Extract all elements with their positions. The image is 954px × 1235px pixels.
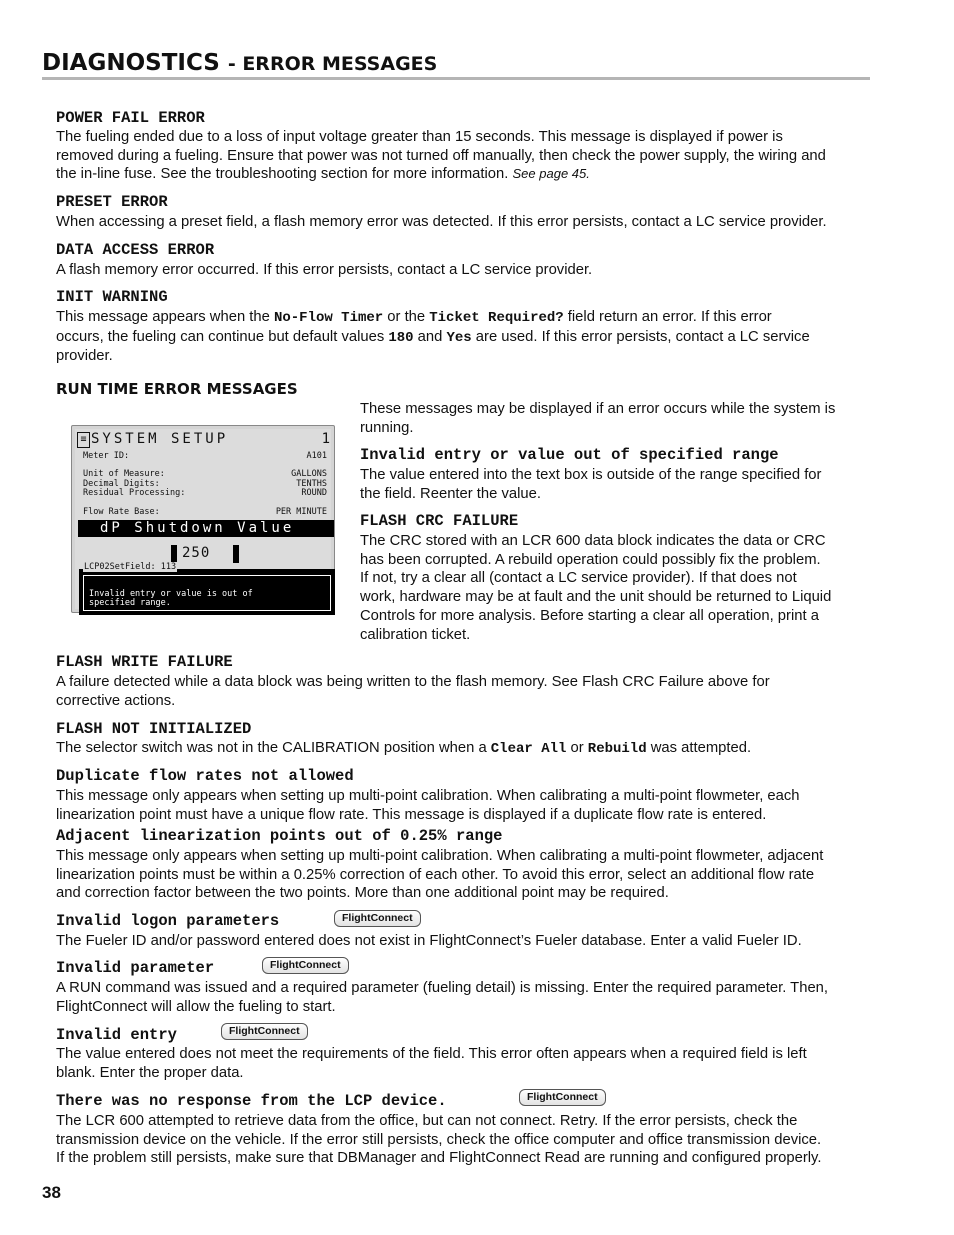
code-term: Yes <box>446 329 472 346</box>
flightconnect-badge: FlightConnect <box>262 957 349 974</box>
flash-not-initialized-body <box>56 739 876 759</box>
text-line: has been corrupted. A rebuild operation could possibly fix the problem. <box>360 551 821 568</box>
invalid-range-body <box>360 466 880 503</box>
invalid-range-heading: Invalid entry or value out of specified range <box>360 446 779 464</box>
lcd-error-dialog <box>79 569 335 615</box>
lcd-error-line: Invalid entry or value is out of <box>89 589 253 599</box>
code-term: Clear All <box>490 741 567 757</box>
text-line: A RUN command was issued and a required parameter (fueling detail) is missing. Enter the required parameter. Then, <box>56 980 829 996</box>
text-line: and correction factor between the two points. More than one additional point may be required. <box>56 885 669 902</box>
lcd-unit-value: GALLONS <box>291 469 327 479</box>
text-segment: occurs, the fueling can continue but default values <box>56 328 389 345</box>
lcd-display <box>75 429 331 609</box>
lcd-highlight-text: dP Shutdown Value <box>100 520 295 536</box>
lcd-title: SYSTEM SETUP <box>91 431 229 447</box>
cursor-left-marker <box>171 545 177 563</box>
lcd-error-frame <box>83 575 331 611</box>
code-term: No-Flow Timer <box>273 310 384 326</box>
text-segment: and <box>413 328 447 345</box>
page-number: 38 <box>42 1183 61 1202</box>
text-line: These messages may be displayed if an error occurs while the system is <box>360 401 836 417</box>
preset-error-heading: PRESET ERROR <box>56 193 168 211</box>
text-line: If not, try a clear all (contact a LC service provider). If that does not <box>360 570 797 587</box>
run-time-errors-heading: RUN TIME ERROR MESSAGES <box>56 380 298 398</box>
text-line: This message only appears when setting up multi-point calibration. When calibrating a multi-point flowmeter, each <box>56 788 800 804</box>
text-segment: or the <box>383 309 430 325</box>
run-time-intro <box>360 400 880 437</box>
duplicate-flow-rates-body <box>56 787 886 824</box>
text-line: Controls for more analysis. Before starting a clear all operation, print a <box>360 607 819 624</box>
text-line: This message only appears when setting up multi-point calibration. When calibrating a multi-point flowmeter, adjacent <box>56 848 824 864</box>
see-page-reference: See page 45. <box>512 166 590 182</box>
lcd-unit-label: Unit of Measure: <box>83 469 165 479</box>
lcd-flow-value: PER MINUTE <box>275 507 327 517</box>
cursor-right-marker <box>233 545 239 563</box>
lcd-meter-id-value: A101 <box>306 451 327 461</box>
code-term: 180 <box>388 329 414 346</box>
text-line: calibration ticket. <box>360 626 471 643</box>
text-line: linearization points must be within a 0.25% correction of each other. To avoid this error, select an additional flow rate <box>56 866 815 883</box>
adjacent-linearization-heading: Adjacent linearization points out of 0.25% range <box>56 827 503 845</box>
text-line: The value entered into the text box is outside of the range specified for <box>360 467 822 483</box>
lcd-meter-id-label: Meter ID: <box>83 451 130 461</box>
text-segment: The selector switch was not in the CALIBRATION position when a <box>56 740 491 756</box>
flash-crc-heading: FLASH CRC FAILURE <box>360 512 519 530</box>
text-line: the field. Reenter the value. <box>360 485 541 502</box>
lcd-residual-label: Residual Processing: <box>83 488 186 498</box>
adjacent-linearization-body <box>56 847 886 903</box>
lcd-residual-value: ROUND <box>301 488 327 498</box>
flash-write-body <box>56 673 876 710</box>
text-line <box>56 165 876 184</box>
flightconnect-badge: FlightConnect <box>221 1023 308 1040</box>
text-segment: or <box>566 740 588 756</box>
duplicate-flow-rates-heading: Duplicate flow rates not allowed <box>56 767 354 785</box>
lcd-screen-illustration <box>71 425 335 613</box>
text-line: corrective actions. <box>56 692 176 709</box>
lcd-flow-label: Flow Rate Base: <box>83 507 160 517</box>
lcd-entry-value: 250 <box>182 545 211 561</box>
init-warning-heading: INIT WARNING <box>56 288 168 306</box>
text-line <box>56 328 876 348</box>
flightconnect-badge: FlightConnect <box>334 910 421 927</box>
text-line: The fueling ended due to a loss of input voltage greater than 15 seconds. This message is displayed if power is <box>56 129 783 145</box>
lcd-decimal-value: TENTHS <box>296 479 327 489</box>
invalid-logon-body: The Fueler ID and/or password entered does not exist in FlightConnect’s Fueler database. Enter a valid Fueler ID. <box>56 933 802 949</box>
lcd-page-number: 1 <box>321 431 330 447</box>
invalid-parameter-heading: Invalid parameter <box>56 959 215 977</box>
page-title <box>42 50 870 80</box>
text-line: The value entered does not meet the requirements of the field. This error often appears when a required field is left <box>56 1046 807 1062</box>
lcd-error-line: specified range. <box>89 598 171 608</box>
page-title-main: DIAGNOSTICS <box>42 50 220 76</box>
invalid-parameter-body <box>56 979 886 1016</box>
flightconnect-badge: FlightConnect <box>519 1089 606 1106</box>
data-access-body: A flash memory error occurred. If this error persists, contact a LC service provider. <box>56 262 593 278</box>
flash-crc-body <box>360 532 880 644</box>
text-line: work, hardware may be at fault and the unit should be returned to Liquid <box>360 589 832 606</box>
text-line: A failure detected while a data block was being written to the flash memory. See Flash CRC Failure above for <box>56 674 770 690</box>
page-title-sub: - ERROR MESSAGES <box>227 53 438 75</box>
text-segment: was attempted. <box>646 740 752 756</box>
text-line: If the problem still persists, make sure that DBManager and FlightConnect Read are running and configured properly. <box>56 1150 822 1167</box>
text-segment: field return an error. If this error <box>563 309 772 325</box>
text-line <box>56 308 876 328</box>
invalid-logon-heading: Invalid logon parameters <box>56 912 280 930</box>
text-line: blank. Enter the proper data. <box>56 1064 244 1081</box>
text-line: running. <box>360 419 414 436</box>
text-line: The CRC stored with an LCR 600 data block indicates the data or CRC <box>360 533 826 549</box>
no-response-body <box>56 1112 886 1168</box>
power-fail-body <box>56 128 876 184</box>
menu-icon: ≡ <box>77 432 90 448</box>
text-line: FlightConnect will allow the fueling to start. <box>56 998 336 1015</box>
text-line: transmission device on the vehicle. If the error still persists, check the office computer and office transmission device. <box>56 1131 822 1148</box>
text-segment: are used. If this error persists, contact a LC service <box>471 328 810 345</box>
text-line: linearization point must have a unique flow rate. This message is displayed if a duplicate flow rate is entered. <box>56 806 767 823</box>
data-access-heading: DATA ACCESS ERROR <box>56 241 215 259</box>
code-term: Ticket Required? <box>429 310 564 326</box>
invalid-entry-heading: Invalid entry <box>56 1026 177 1044</box>
text-line: removed during a fueling. Ensure that power was not turned off manually, then check the power supply, the wiring and <box>56 147 826 164</box>
flash-not-initialized-heading: FLASH NOT INITIALIZED <box>56 720 252 738</box>
text-segment: the in-line fuse. See the troubleshooting section for more information. <box>56 166 509 183</box>
lcd-error-title: LCP02SetField: 113 <box>84 562 177 572</box>
init-warning-body <box>56 308 876 366</box>
lcd-decimal-label: Decimal Digits: <box>83 479 160 489</box>
preset-error-body: When accessing a preset field, a flash memory error was detected. If this error persists, contact a LC service provider. <box>56 214 827 230</box>
flash-write-heading: FLASH WRITE FAILURE <box>56 653 233 671</box>
invalid-entry-body <box>56 1045 886 1082</box>
lcd-highlight-bar <box>78 520 334 537</box>
power-fail-heading: POWER FAIL ERROR <box>56 109 205 127</box>
text-line: The LCR 600 attempted to retrieve data from the office, but can not connect. Retry. If the error persists, check the <box>56 1113 798 1129</box>
no-response-heading: There was no response from the LCP device. <box>56 1092 447 1110</box>
code-term: Rebuild <box>587 741 647 757</box>
text-line: provider. <box>56 348 113 365</box>
text-segment: This message appears when the <box>56 309 274 325</box>
